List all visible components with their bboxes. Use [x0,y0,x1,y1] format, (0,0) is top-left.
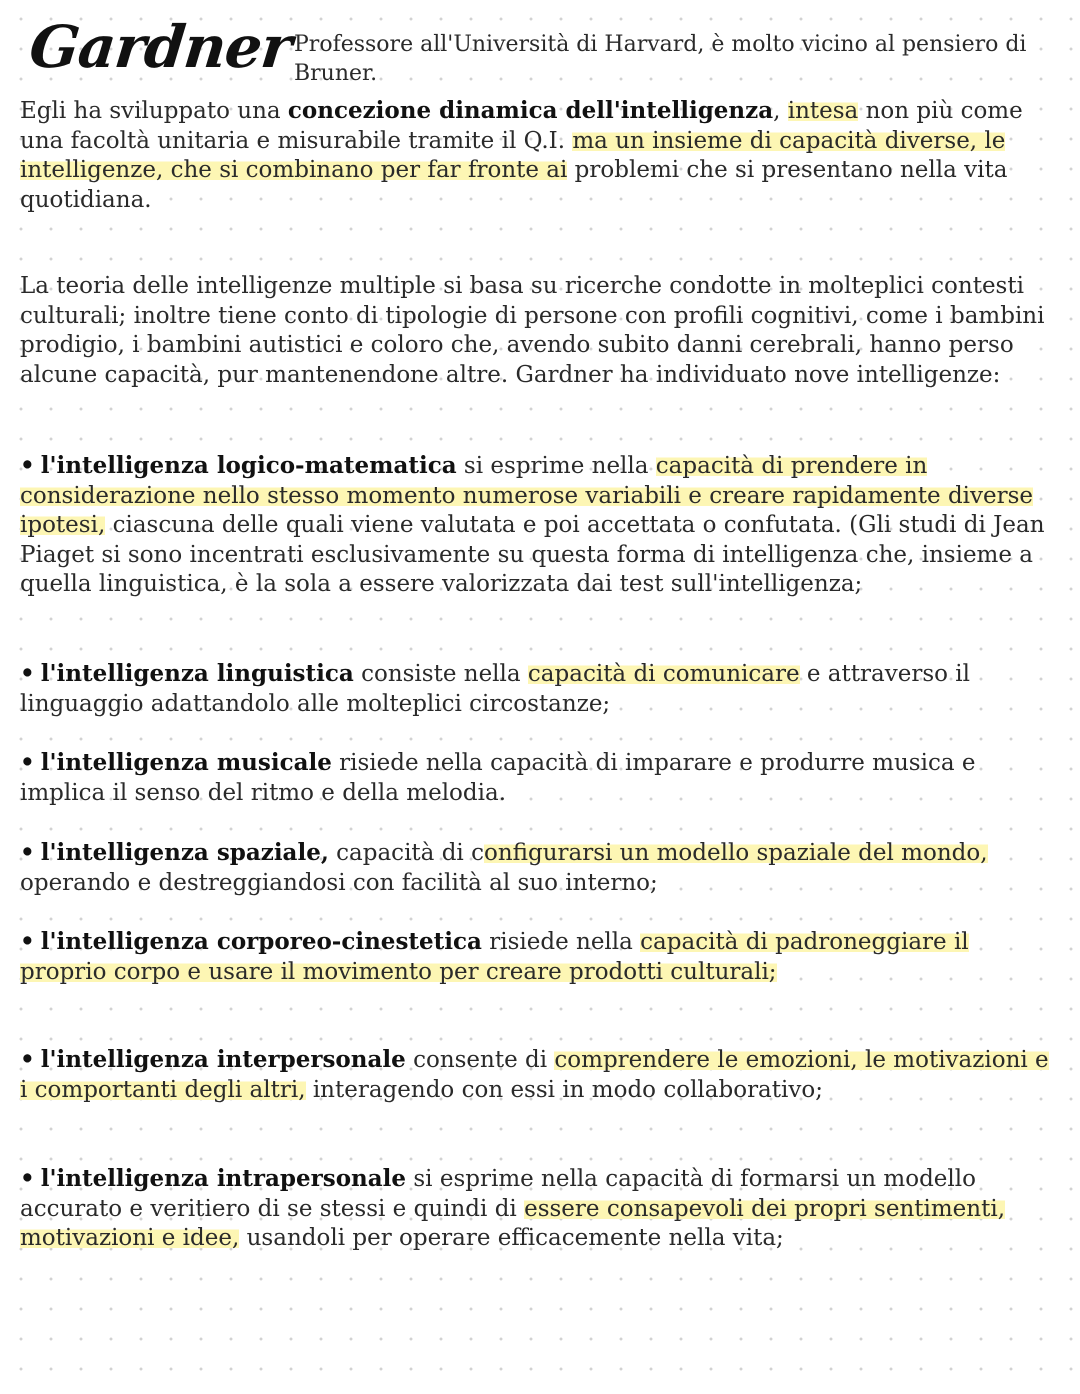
bold-term: l'intelligenza musicale [40,749,332,776]
text-run: usandoli per operare efficacemente nella vita; [239,1225,784,1251]
text-run: Egli ha sviluppato una [20,98,288,124]
page-title: Gardner [26,13,295,81]
text-run: , [773,98,788,124]
list-item-spaziale [20,838,1060,898]
text-run: risiede nella [481,929,641,955]
bullet-icon: • [20,1046,35,1073]
bold-term: l'intelligenza logico-matematica [40,452,457,479]
list-item-musicale [20,748,1060,808]
highlighted-text: capacità di prendere in considerazione nello stesso momento numerose variabili e creare rapidamente diverse ipotesi, [20,453,1034,538]
bold-term: l'intelligenza spaziale, [40,839,329,866]
highlighted-text: capacità di padroneggiare il proprio corpo e usare il movimento per creare prodotti culturali; [20,929,969,985]
paragraph-theory: La teoria delle intelligenze multiple si basa su ricerche condotte in molteplici contesti culturali; inoltre tiene conto di tipologie di persone con profili cognitivi, come i bambini prodigio, i bambini autistici e coloro che, avendo subito danni cerebrali, hanno perso alcune capacità, pur mantenendone altre. Gardner ha individuato nove intelligenze: [20,273,1045,388]
list-item-intrapersonale [20,1164,1060,1254]
bold-term: l'intelligenza corporeo-cinestetica [40,928,482,955]
bold-term: l'intelligenza intrapersonale [40,1165,407,1192]
list-item-logico-matematica [20,451,1060,600]
bullet-icon: • [20,1165,35,1192]
text-run: operando e destreggiandosi con facilità al suo interno; [20,869,658,896]
text-run: risiede nella capacità di imparare e produrre musica e implica il senso del ritmo e della melodia. [20,750,976,806]
bullet-icon: • [20,928,35,955]
bullet-icon: • [20,660,35,687]
text-run: consente di [405,1047,555,1073]
list-item-interpersonale [20,1045,1060,1105]
text-run: ciascuna delle quali viene valutata e poi accettata o confutata. (Gli studi di Jean Piaget si sono incentrati esclusivamente su questa forma di intelligenza che, insieme a quella linguistica, è la sola a essere valorizzata dai test sull'intelligenza; [20,512,1045,597]
bullet-icon: • [20,749,35,776]
list-item-linguistica [20,659,1060,719]
text-run: si esprime nella capacità di formarsi un modello accurato e veritiero di se stessi e quindi di [20,1166,976,1222]
bullet-icon: • [20,452,35,479]
paragraph-concept [20,96,1060,215]
bold-term: l'intelligenza linguistica [40,660,354,687]
list-item-corporeo-cinestetica [20,927,1060,987]
text-run: interagendo con essi in modo collaborativo; [305,1076,823,1103]
highlighted-text: essere consapevoli dei propri sentimenti, motivazioni e idee, [20,1195,1006,1251]
highlighted-text: capacità di comunicare [527,661,800,687]
text-run: non più come una facoltà unitaria e misurabile tramite il Q.I. [20,98,1023,154]
intro-text: Professore all'Università di Harvard, è molto vicino al pensiero di Bruner. [294,32,1027,86]
text-run: si esprime nella [456,453,656,479]
highlighted-text: comprendere le emozioni, le motivazioni e i comportanti degli altri, [20,1047,1049,1103]
highlighted-text: ma un insieme di capacità diverse, le intelligenze, che si combinano per far fronte ai [20,127,1006,183]
bullet-icon: • [20,839,35,866]
bold-term: l'intelligenza interpersonale [40,1046,406,1073]
text-run: capacità di c [328,840,484,866]
text-run: e attraverso il linguaggio adattandolo alle molteplici circostanze; [20,661,970,717]
highlighted-text: onfigurarsi un modello spaziale del mondo, [483,840,988,866]
text-run: consiste nella [353,661,528,687]
bold-term: concezione dinamica dell'intelligenza [287,97,774,124]
text-run: problemi che si presentano nella vita quotidiana. [20,157,1008,213]
highlighted-text: intesa [787,98,859,124]
